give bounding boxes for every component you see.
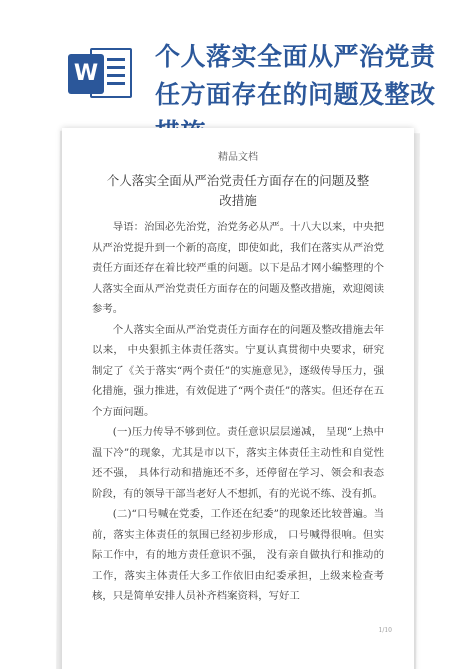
document-header: 精品文档 [218, 152, 258, 163]
paragraph-background: 个人落实全面从严治党责任方面存在的问题及整改措施去年以来， 中央狠抓主体责任落实。宁夏认真贯彻中央要求，研究制定了《关于落实“两个责任”的实施意见》，逐级传导压力，强化措施，强力推进，有效促进了“两个责任”的落实。但还存在五个方面问题。 [92, 323, 384, 418]
banner [0, 0, 474, 118]
document-page [62, 128, 414, 669]
page-number: 1/10 [378, 627, 392, 634]
paragraph-intro: 导语：治国必先治党，治党务必从严。十八大以来，中央把从严治党提升到一个新的高度，即使如此，我们在落实从严治党责任方面还存在着比较严重的问题。以下是品才网小编整理的个人落实全面从严治党责任方面存在的问题及整改措施，欢迎阅读参考。 [92, 221, 384, 315]
document-title: 个人落实全面从严治党责任方面存在的问题及整改措施 [106, 173, 370, 208]
word-document-icon [68, 42, 136, 100]
word-logo-badge: W [68, 54, 104, 94]
paragraph-issue-2: (二)“口号喊在党委，工作还在纪委”的现象还比较普遍。当前，落实主体责任的氛围已经初步形成， 口号喊得很响。但实际工作中，有的地方责任意识不强， 没有亲自做执行和推动的工作，落实主体责任大多工作依旧由纪委承担，上级来检查考核，只是简单安排人员补齐档案资料，写好工 [92, 508, 384, 602]
paragraph-issue-1: (一)压力传导不够到位。责任意识层层递减， 呈现“上热中温下冷”的现象，尤其是市以下，落实主体责任主动性和自觉性还不强， 具体行动和措施还不多，还停留在学习、领会和表态阶段，有的领导干部当老好人不想抓，有的光说不练、没有抓。 [92, 426, 384, 500]
banner-title: 个人落实全面从严治党责任方面存在的问题及整改 [155, 42, 436, 109]
